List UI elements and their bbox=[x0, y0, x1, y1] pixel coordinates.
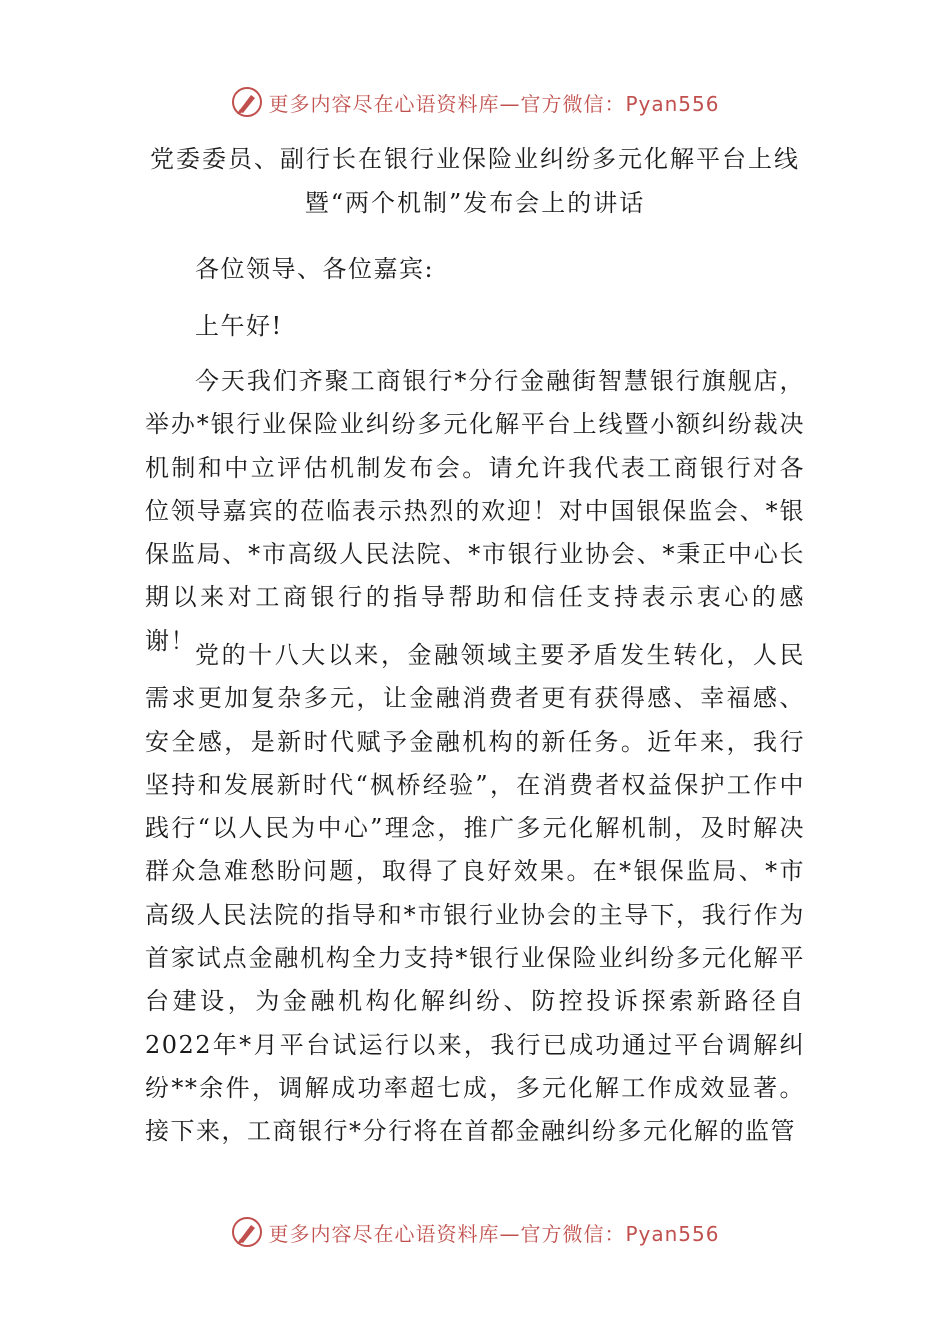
watermark-footer bbox=[0, 1212, 950, 1252]
greeting: 各位领导、各位嘉宾: bbox=[195, 255, 435, 283]
pen-nib-logo-icon bbox=[230, 85, 264, 119]
paragraph-1: 今天我们齐聚工商银行*分行金融街智慧银行旗舰店，举办*银行业保险业纠纷多元化解平台上线暨小额纠纷裁决机制和中立评估机制发布会。请允许我代表工商银行对各位领导嘉宾的莅临表示热烈的欢迎！对中国银保监会、*银保监局、*市高级人民法院、*市银行业协会、*秉正中心长期以来对工商银行的指导帮助和信任支持表示衷心的感谢！ bbox=[145, 367, 805, 655]
salutation: 上午好! bbox=[195, 312, 283, 340]
watermark-text: 更多内容尽在心语资料库—官方微信：Pyan556 bbox=[268, 91, 720, 116]
paragraph-2: 党的十八大以来，金融领域主要矛盾发生转化，人民需求更加复杂多元，让金融消费者更有获得感、幸福感、安全感，是新时代赋予金融机构的新任务。近年来，我行坚持和发展新时代“枫桥经验”，在消费者权益保护工作中践行“以人民为中心”理念，推广多元化解机制，及时解决群众急难愁盼问题，取得了良好效果。在*银保监局、*市高级人民法院的指导和*市银行业协会的主导下，我行作为首家试点金融机构全力支持*银行业保险业纠纷多元化解平台建设，为金融机构化解纠纷、防控投诉探索新路径自2022年*月平台试运行以来，我行已成功通过平台调解纠纷**余件，调解成功率超七成，多元化解工作成效显著。接下来，工商银行*分行将在首都金融纠纷多元化解的监管 bbox=[145, 641, 805, 1146]
watermark-header bbox=[0, 82, 950, 122]
watermark-text: 更多内容尽在心语资料库—官方微信：Pyan556 bbox=[268, 1221, 720, 1246]
document-title-line-2: 暨“两个机制”发布会上的讲话 bbox=[304, 189, 646, 217]
document-title-line-1: 党委委员、副行长在银行业保险业纠纷多元化解平台上线 bbox=[150, 145, 800, 173]
pen-nib-logo-icon bbox=[230, 1215, 264, 1249]
